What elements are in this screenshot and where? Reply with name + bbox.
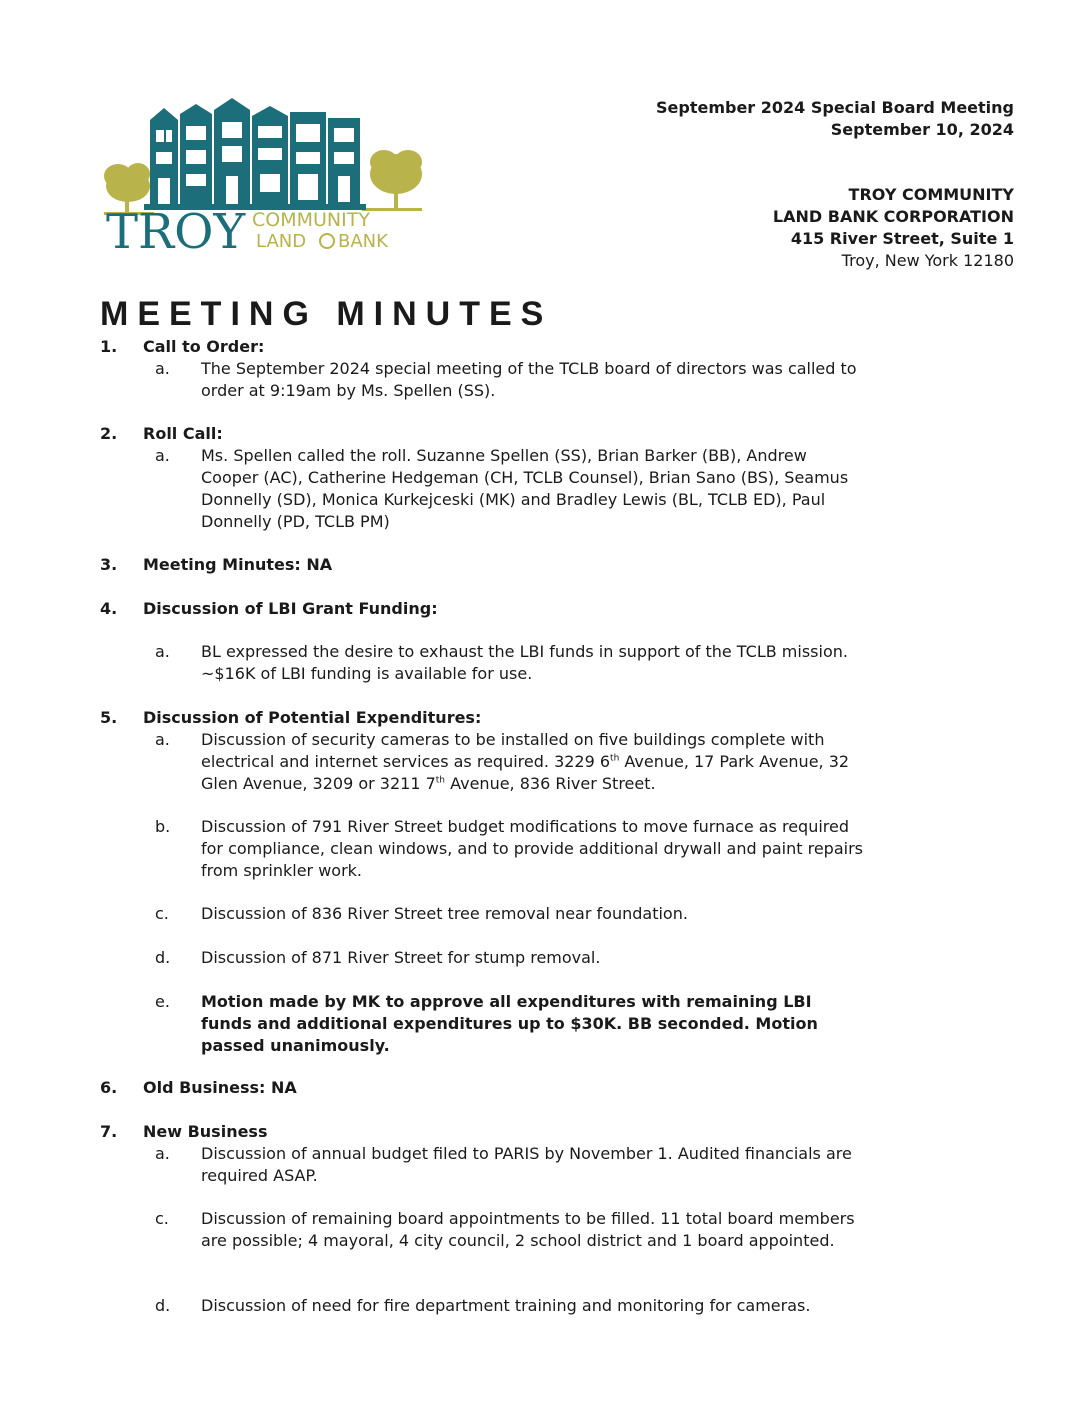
address-street: 415 River Street, Suite 1: [790, 229, 1014, 248]
troy-land-bank-logo: [100, 96, 430, 258]
logo-tree-emblem-icon: [320, 234, 334, 248]
meeting-date: September 10, 2024: [830, 120, 1014, 139]
section-heading: 3. Meeting Minutes: NA: [100, 555, 333, 574]
logo-bank-text: BANK: [338, 231, 388, 252]
address-city: Troy, New York 12180: [841, 251, 1014, 270]
org-name-line1: TROY COMMUNITY: [848, 185, 1014, 204]
rowhouses-icon: [144, 98, 366, 210]
organization-address: [773, 184, 1014, 272]
org-name-line2: LAND BANK CORPORATION: [772, 207, 1014, 226]
section-heading: 6. Old Business: NA: [100, 1078, 297, 1097]
logo-land-text: LAND: [256, 231, 307, 252]
section-heading: 5. Discussion of Potential Expenditures:: [100, 708, 482, 727]
section-heading: 4. Discussion of LBI Grant Funding:: [100, 599, 438, 618]
meeting-header: [656, 97, 1014, 141]
logo-community-text: COMMUNITY: [252, 209, 370, 231]
right-tree-icon: [362, 150, 422, 211]
section-heading: 2. Roll Call:: [100, 424, 223, 443]
meeting-title: September 2024 Special Board Meeting: [655, 98, 1014, 117]
section-heading: 1. Call to Order:: [100, 337, 265, 356]
logo-wordmark: TROY: [106, 204, 246, 258]
logo-artwork: [100, 96, 430, 258]
document-title: MEETING MINUTES: [100, 295, 553, 333]
section-heading: 7. New Business: [100, 1122, 268, 1141]
